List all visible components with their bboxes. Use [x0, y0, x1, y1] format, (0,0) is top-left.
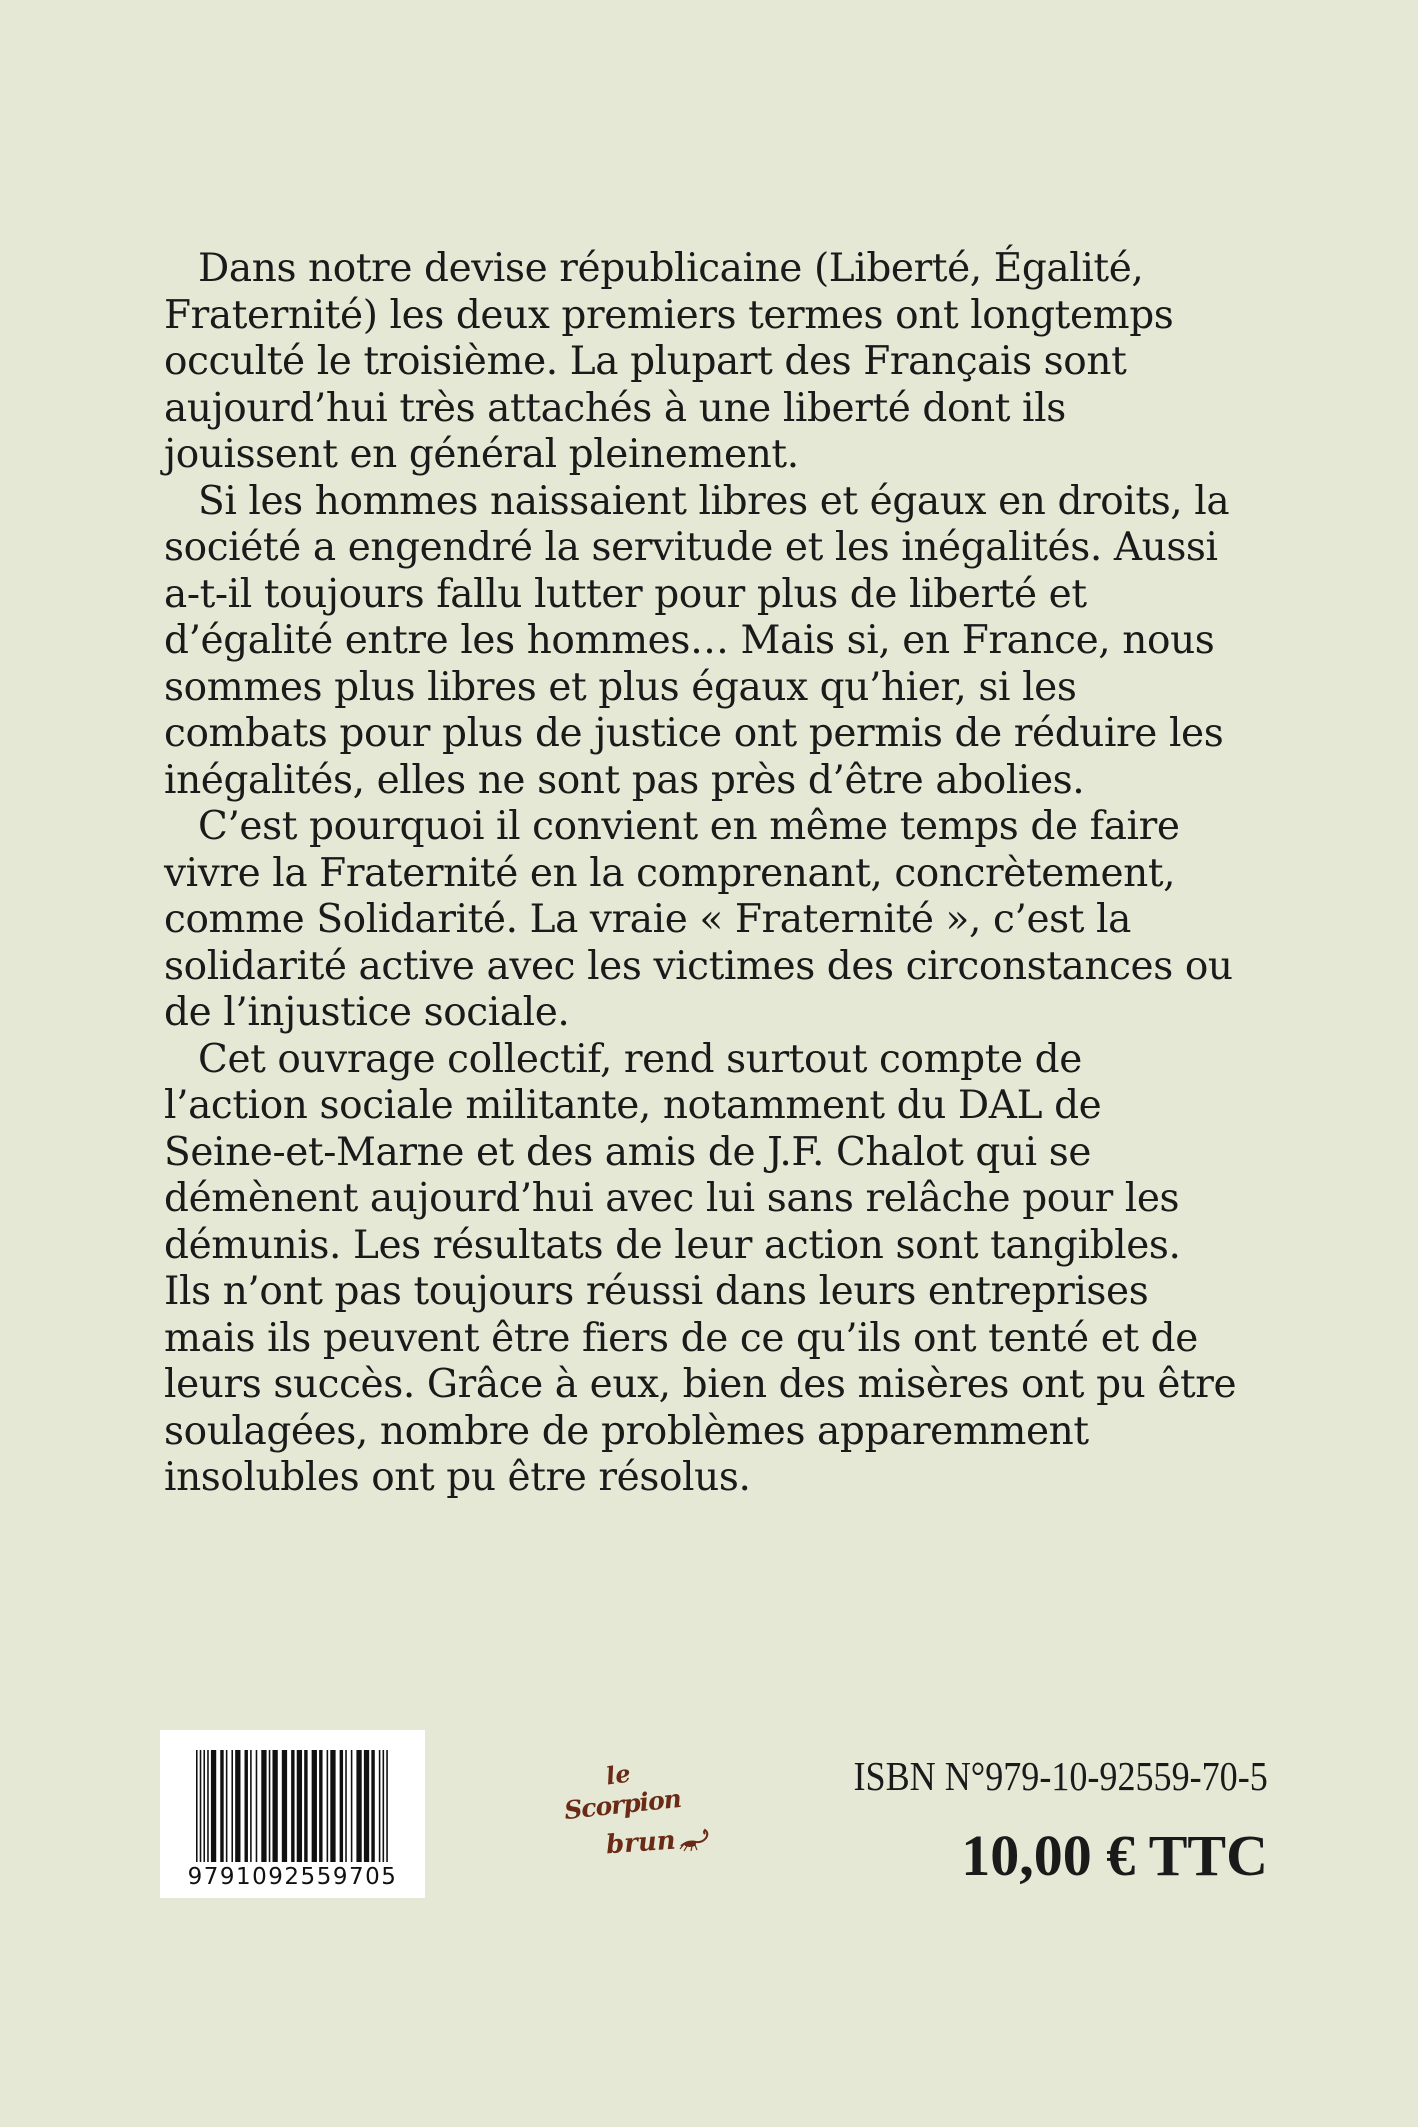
barcode-bar: [312, 1750, 317, 1862]
blurb-paragraph: Si les hommes naissaient libres et égaux en droits, la société a engendré la servitude et les inégalités. Aussi a-t-il toujours fallu lutter pour plus de liberté et d’égalité entre les hommes… Mais si, en France, nous sommes plus libres et plus égaux qu’hier, si les combats pour plus de justice ont permis de réduire les inégalités, elles ne sont pas près d’être abolies.: [164, 478, 1230, 803]
barcode-bar: [297, 1750, 302, 1862]
blurb-paragraph: Cet ouvrage collectif, rend surtout compte de l’action sociale militante, notamment du DAL de Seine-et-Marne et des amis de J.F. Chalot qui se démènent aujourd’hui avec lui sans relâche pour les démunis. Les résultats de leur action sont tangibles. Ils n’ont pas toujours réussi dans leurs entreprises mais ils peuvent être fiers de ce qu’ils ont tenté et de leurs succès. Grâce à eux, bien des misères ont pu être soulagées, nombre de problèmes apparemment insolubles ont pu être résolus.: [164, 1036, 1237, 1500]
barcode-bar: [319, 1750, 322, 1862]
barcode-bar: [200, 1750, 202, 1862]
barcode-bar: [383, 1750, 385, 1862]
barcode-bar: [386, 1750, 388, 1862]
logo-text-scorpion: Scorpion: [562, 1783, 683, 1826]
barcode-bar: [269, 1750, 271, 1862]
barcode-bar: [282, 1750, 287, 1862]
logo-text-brun: brun: [605, 1825, 677, 1861]
barcode-bar: [272, 1750, 277, 1862]
barcode-bar: [220, 1750, 223, 1862]
barcode-bar: [235, 1750, 240, 1862]
barcode-bar: [245, 1750, 248, 1862]
barcode-bar: [345, 1750, 347, 1862]
barcode-bar: [330, 1750, 335, 1862]
blurb-paragraph: Dans notre devise républicaine (Liberté, Égalité, Fraternité) les deux premiers termes ont longtemps occulté le troisième. La plupart des Français sont aujourd’hui très attachés à une liberté dont ils jouissent en général pleinement.: [164, 246, 1174, 477]
logo-text-le: le: [604, 1758, 633, 1791]
barcode-bar: [327, 1750, 329, 1862]
barcode-bar: [371, 1750, 374, 1862]
barcode-bar: [203, 1750, 205, 1862]
barcode-bar: [291, 1750, 294, 1862]
barcode-bar: [196, 1750, 198, 1862]
barcode-bar: [356, 1750, 361, 1862]
blurb-paragraph: C’est pourquoi il convient en même temps de faire vivre la Fraternité en la comprenant, concrètement, comme Solidarité. La vraie « Fraternité », c’est la solidarité active avec les victimes des circonstances ou de l’injustice sociale.: [164, 804, 1233, 1035]
barcode-bar: [256, 1750, 258, 1862]
back-cover-blurb: [164, 246, 1274, 1502]
barcode-bar: [379, 1750, 381, 1862]
barcode-bar: [340, 1750, 343, 1862]
barcode-bar: [231, 1750, 233, 1862]
barcode-bar: [250, 1750, 252, 1862]
price: 10,00 € TTC: [961, 1823, 1268, 1888]
barcode-bar: [207, 1750, 209, 1862]
barcode-bar: [211, 1750, 216, 1862]
barcode: [160, 1730, 425, 1898]
barcode-bar: [364, 1750, 369, 1862]
barcode-digits: 9791092559705: [187, 1864, 398, 1890]
scorpion-icon: [678, 1826, 712, 1852]
publisher-logo: [556, 1760, 716, 1890]
barcode-bar: [304, 1750, 307, 1862]
barcode-bar: [261, 1750, 266, 1862]
isbn-number: ISBN N°979-10-92559-70-5: [853, 1753, 1268, 1799]
barcode-bar: [351, 1750, 353, 1862]
barcode-bar: [226, 1750, 228, 1862]
barcode-bars: [196, 1750, 390, 1862]
